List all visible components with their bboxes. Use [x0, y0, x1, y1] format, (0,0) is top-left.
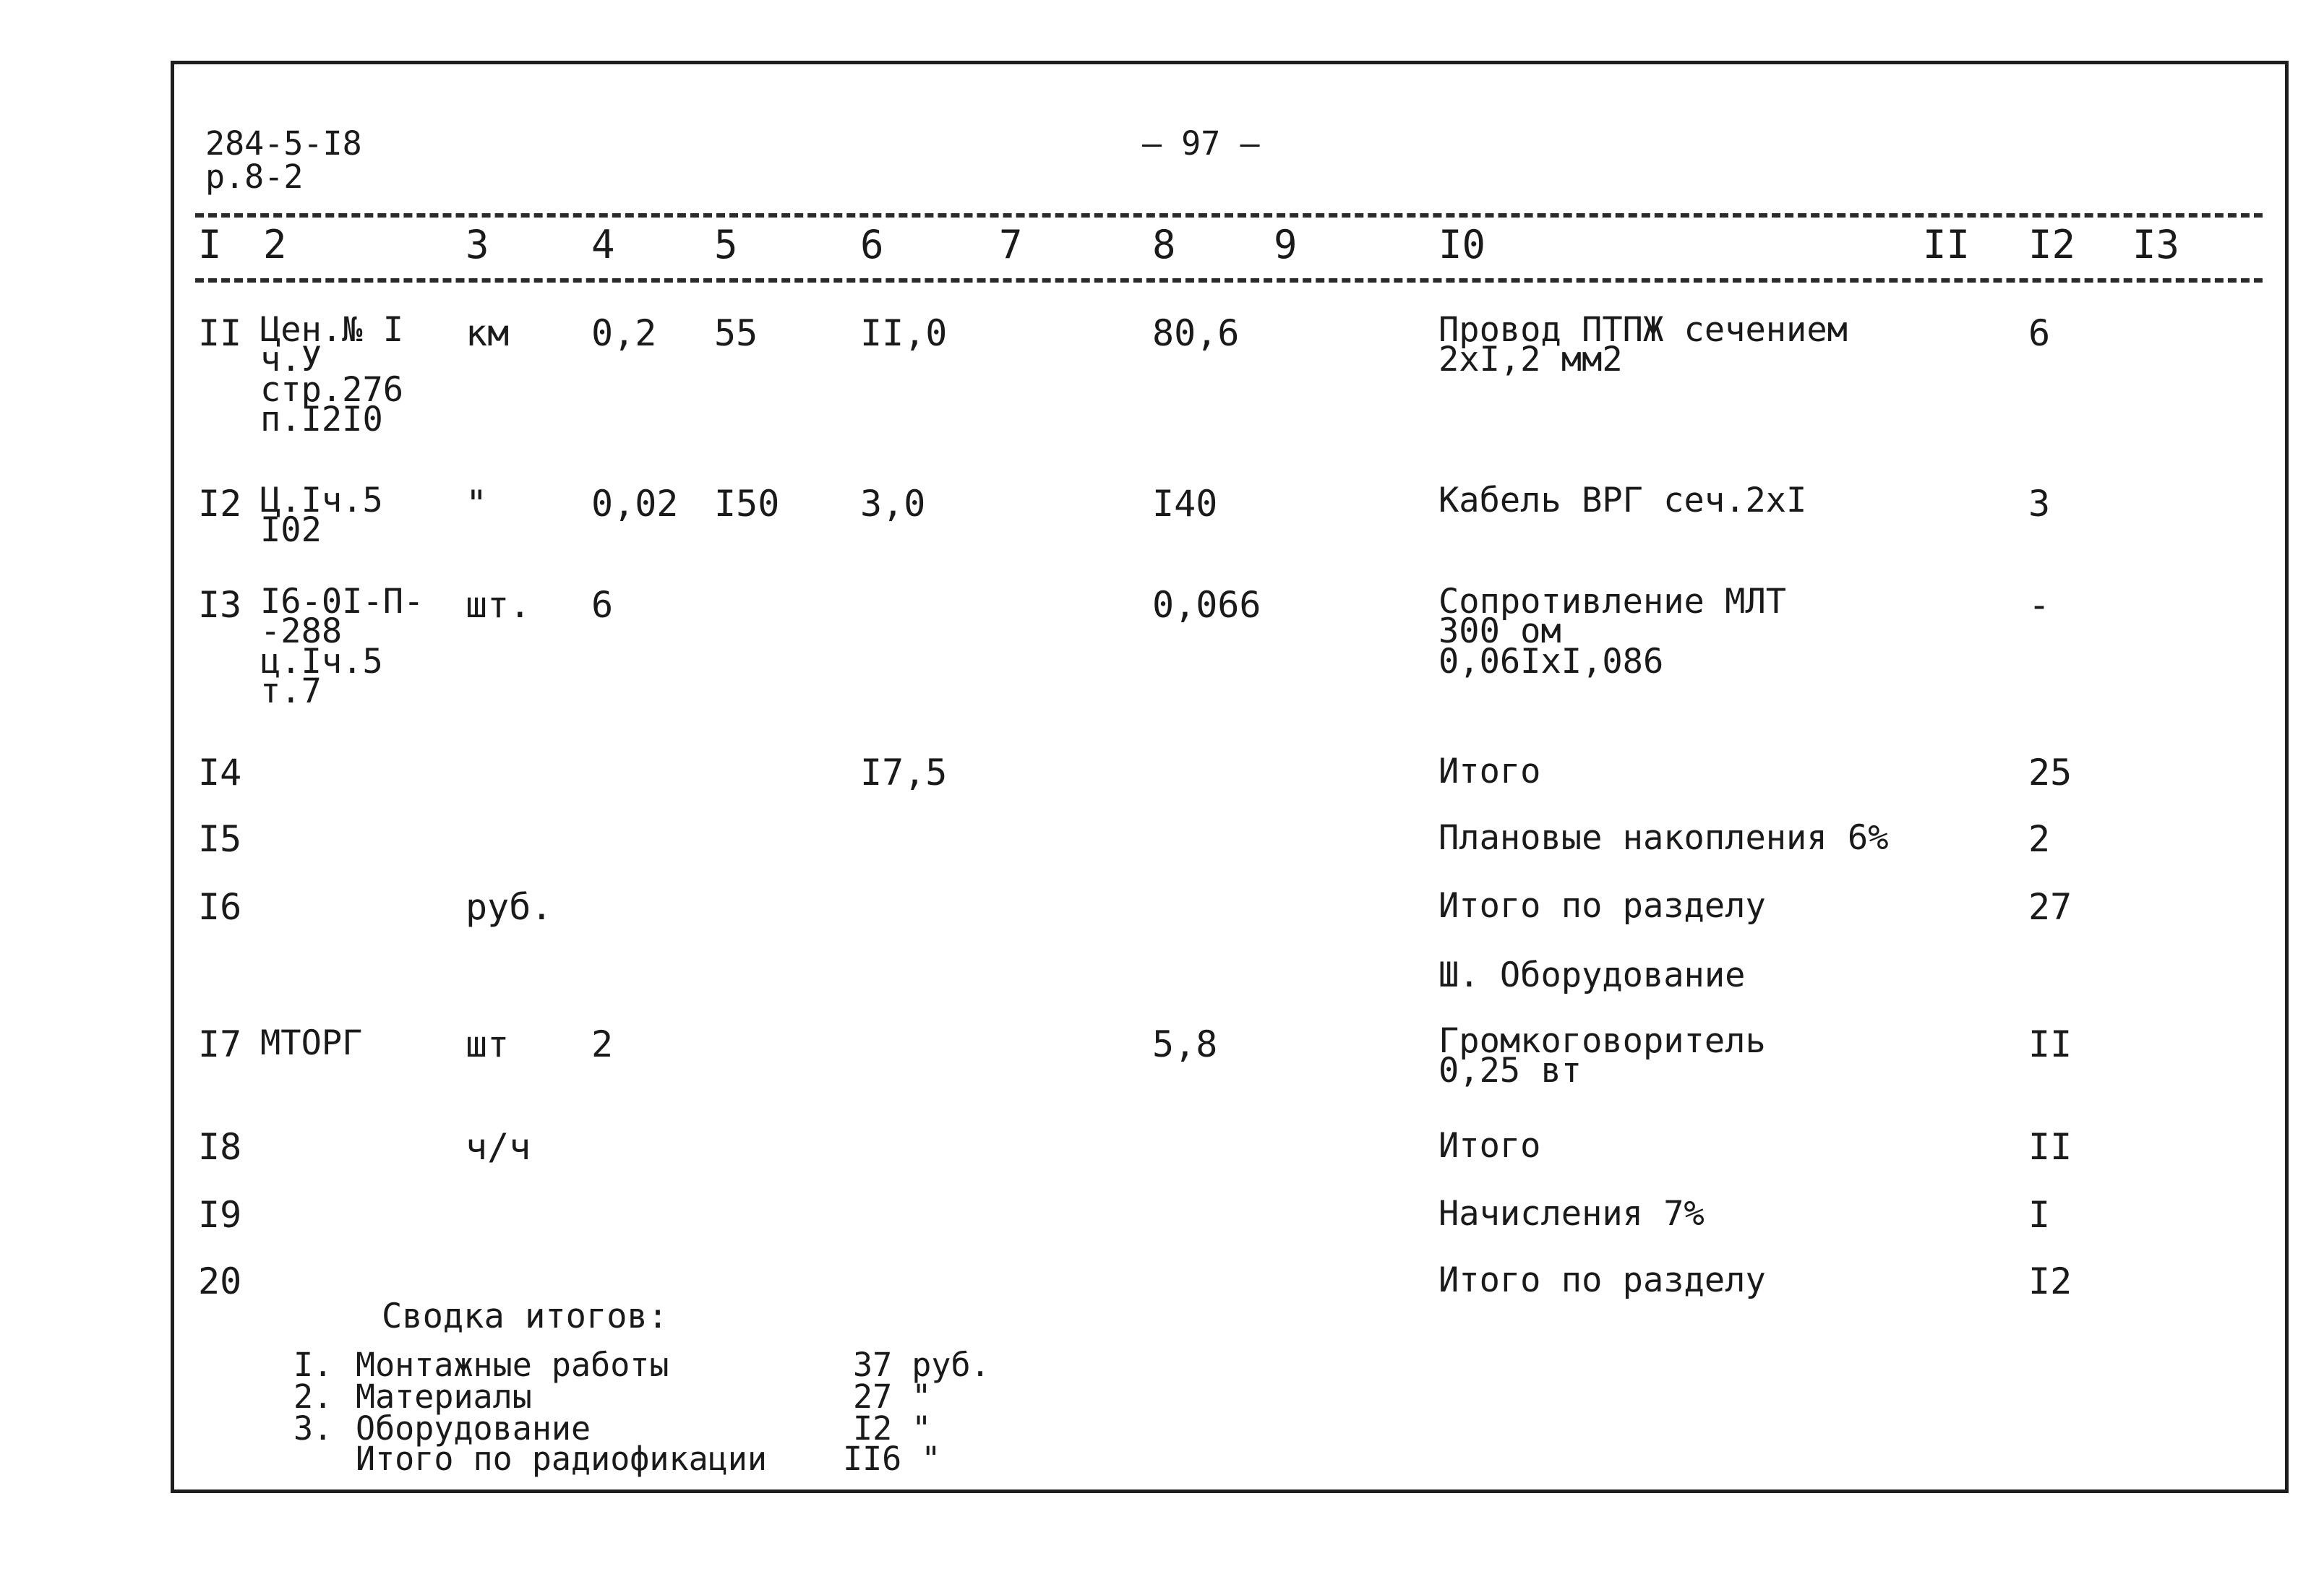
row-12-col4: 0,02	[591, 483, 679, 525]
col-header-1: I	[198, 222, 222, 267]
row-13-number: I3	[198, 584, 242, 626]
row-11-description: Провод ПТПЖ сечением 2хI,2 мм2	[1438, 310, 1848, 380]
col-header-2: 2	[263, 222, 287, 267]
row-20-description: Итого по разделу	[1438, 1260, 1766, 1300]
row-11-col4: 0,2	[591, 312, 657, 354]
row-12-col5: I50	[714, 483, 780, 525]
row-17-col12: II	[2028, 1023, 2072, 1065]
doc-code: 284-5-I8	[205, 124, 362, 163]
summary-total-value: II6 "	[843, 1440, 941, 1478]
row-14-number: I4	[198, 752, 242, 794]
section-equipment-heading: Ш. Оборудование	[1438, 955, 1746, 995]
row-18-description: Итого	[1438, 1126, 1541, 1166]
row-13-col12: -	[2028, 584, 2051, 626]
page-frame	[171, 61, 2289, 1493]
doc-sheet: р.8-2	[205, 158, 304, 196]
header-rule-bottom	[195, 278, 2263, 283]
row-13-col4: 6	[591, 584, 614, 626]
row-12-unit: "	[466, 483, 488, 525]
col-header-9: 9	[1274, 222, 1298, 267]
col-header-6: 6	[860, 222, 884, 267]
row-17-col8: 5,8	[1152, 1023, 1218, 1065]
row-17-number: I7	[198, 1023, 242, 1065]
summary-total-label: Итого по радиофикации	[356, 1440, 767, 1478]
summary-item-2-label: Материалы	[356, 1377, 532, 1416]
row-12-col6: 3,0	[860, 483, 926, 525]
summary-item-2-value: 27 "	[853, 1377, 932, 1416]
row-13-code: I6-0I-П- -288 ц.Iч.5 т.7	[260, 582, 424, 712]
row-11-code: Цен.№ I ч.У стр.276 п.I2I0	[260, 310, 404, 440]
col-header-8: 8	[1152, 222, 1176, 267]
row-13-description: Сопротивление МЛТ 300 ом 0,06IхI,086	[1438, 582, 1787, 682]
row-12-number: I2	[198, 483, 242, 525]
row-11-col5: 55	[714, 312, 758, 354]
row-14-col12: 25	[2028, 752, 2072, 794]
row-19-number: I9	[198, 1194, 242, 1236]
row-15-col12: 2	[2028, 818, 2051, 860]
row-12-col12: 3	[2028, 483, 2051, 525]
summary-item-1-value: 37 руб.	[853, 1346, 990, 1384]
row-15-description: Плановые накопления 6%	[1438, 818, 1889, 858]
summary-item-3-label: Оборудование	[356, 1409, 591, 1448]
row-11-col6: II,0	[860, 312, 948, 354]
row-16-unit: руб.	[466, 886, 553, 928]
summary-item-2-number: 2.	[293, 1377, 333, 1416]
row-20-number: 20	[198, 1260, 242, 1302]
row-15-number: I5	[198, 818, 242, 860]
row-11-unit: км	[466, 312, 510, 354]
row-20-col12: I2	[2028, 1260, 2072, 1302]
row-12-code: Ц.Iч.5 I02	[260, 481, 383, 551]
row-18-col12: II	[2028, 1126, 2072, 1168]
row-14-col6: I7,5	[860, 752, 948, 794]
page-number: — 97 —	[1142, 124, 1260, 163]
row-19-col12: I	[2028, 1194, 2051, 1236]
row-13-unit: шт.	[466, 584, 531, 626]
row-18-unit: ч/ч	[466, 1126, 531, 1168]
row-12-col8: I40	[1152, 483, 1218, 525]
col-header-7: 7	[999, 222, 1023, 267]
summary-item-3-number: 3.	[293, 1409, 333, 1448]
summary-title: Сводка итогов:	[382, 1297, 669, 1336]
summary-item-1-label: Монтажные работы	[356, 1346, 669, 1384]
row-17-code: МТОРГ	[260, 1023, 363, 1063]
row-16-description: Итого по разделу	[1438, 886, 1766, 926]
row-11-col8: 80,6	[1152, 312, 1240, 354]
col-header-13: I3	[2132, 222, 2180, 267]
summary-item-3-value: I2 "	[853, 1409, 932, 1448]
row-17-description: Громкоговоритель 0,25 вт	[1438, 1021, 1766, 1091]
row-11-col12: 6	[2028, 312, 2051, 354]
col-header-4: 4	[591, 222, 615, 267]
col-header-10: I0	[1438, 222, 1486, 267]
row-16-number: I6	[198, 886, 242, 928]
row-13-col8: 0,066	[1152, 584, 1261, 626]
row-17-col4: 2	[591, 1023, 614, 1065]
row-12-description: Кабель ВРГ сеч.2хI	[1438, 481, 1807, 520]
row-17-unit: шт	[466, 1023, 510, 1065]
col-header-5: 5	[714, 222, 738, 267]
header-rule-top	[195, 213, 2263, 218]
col-header-12: I2	[2028, 222, 2076, 267]
row-19-description: Начисления 7%	[1438, 1194, 1705, 1234]
row-14-description: Итого	[1438, 752, 1541, 791]
row-16-col12: 27	[2028, 886, 2072, 928]
col-header-3: 3	[466, 222, 489, 267]
row-11-number: II	[198, 312, 242, 354]
summary-item-1-number: I.	[293, 1346, 333, 1384]
col-header-11: II	[1923, 222, 1971, 267]
row-18-number: I8	[198, 1126, 242, 1168]
